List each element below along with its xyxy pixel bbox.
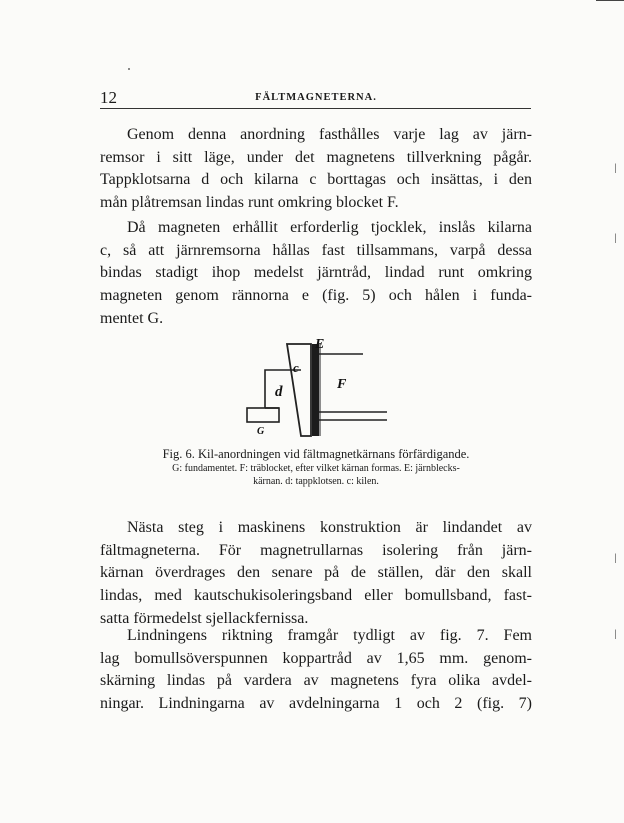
label-e: E: [315, 337, 325, 352]
caption-title: Fig. 6. Kil-anordningen vid fältmagnetkärnans förfärdigande.: [162, 447, 470, 461]
text-line: lindas, med kautschukisoleringsband eller bomullsband, fast-: [100, 587, 532, 605]
text-line: kärnan överdrages den senare på de ställen, där den skall: [100, 564, 532, 582]
scan-edge-mark: [596, 0, 624, 7]
wedge-arrangement-drawing: [239, 330, 399, 442]
caption-legend-line: G: fundamentet. F: träblocket, efter vilket kärnan formas. E: järnblecks-: [172, 463, 460, 474]
margin-mark: ǀ: [614, 552, 617, 567]
margin-mark: ǀ: [614, 232, 617, 247]
label-f: F: [337, 377, 347, 392]
text-line: fältmagneterna. För magnetrullarnas isolering från järn-: [100, 541, 532, 559]
margin-mark: ǀ: [614, 162, 617, 177]
text-line: Genom denna anordning fasthålles varje lag av järn-: [127, 126, 532, 143]
running-title: FÄLTMAGNETERNA.: [255, 92, 377, 103]
text-line: Tappklotsarna d och kilarna c borttagas och insättas, i den: [100, 171, 532, 189]
text-line: skärning lindas på vardera av magnetens fyra olika avdel-: [100, 672, 532, 690]
text-line: mån plåtremsan lindas runt omkring blocket F.: [100, 194, 399, 212]
text-line: Nästa steg i maskinens konstruktion är lindandet av: [127, 519, 532, 536]
text-line: Då magneten erhållit erforderlig tjocklek, inslås kilarna: [127, 219, 532, 236]
paragraph-4: [100, 625, 532, 716]
label-c: c: [293, 360, 299, 375]
text-line: remsor i sitt läge, under det magnetens tillverkning pågår.: [100, 148, 532, 166]
caption-legend-line: kärnan. d: tappklotsen. c: kilen.: [253, 476, 379, 487]
iron-core-e: [312, 344, 319, 436]
text-line: Lindningens riktning framgår tydligt av fig. 7. Fem: [127, 627, 532, 644]
wedge-c: [287, 344, 311, 436]
text-line: satta förmedelst sjellackfernissa.: [100, 609, 309, 627]
text-line: magneten genom rännorna e (fig. 5) och hålen i funda-: [100, 287, 532, 305]
text-line: lag bomullsöverspunnen koppartråd av 1,65 mm. genom-: [100, 649, 532, 667]
text-line: c, så att järnremsorna hållas fast tillsammans, varpå dessa: [100, 241, 532, 259]
label-d: d: [275, 384, 283, 400]
paragraph-1: [100, 124, 532, 215]
figure-caption: [100, 446, 532, 488]
margin-mark: ǀ: [614, 628, 617, 643]
text-line: bindas stadigt ihop medelst järntråd, lindad runt omkring: [100, 264, 532, 282]
text-line: mentet G.: [100, 309, 164, 327]
paragraph-2: [100, 217, 532, 331]
page-header: [100, 88, 532, 108]
text-line: ningar. Lindningarna av avdelningarna 1 och 2 (fig. 7): [100, 695, 532, 713]
base-block-g: [247, 408, 279, 422]
figure-6-diagram: [239, 330, 399, 442]
page-number: 12: [100, 88, 117, 107]
scan-speck: [128, 68, 130, 70]
header-rule: [100, 108, 531, 109]
label-g: G: [257, 426, 265, 437]
paragraph-3: [100, 517, 532, 631]
